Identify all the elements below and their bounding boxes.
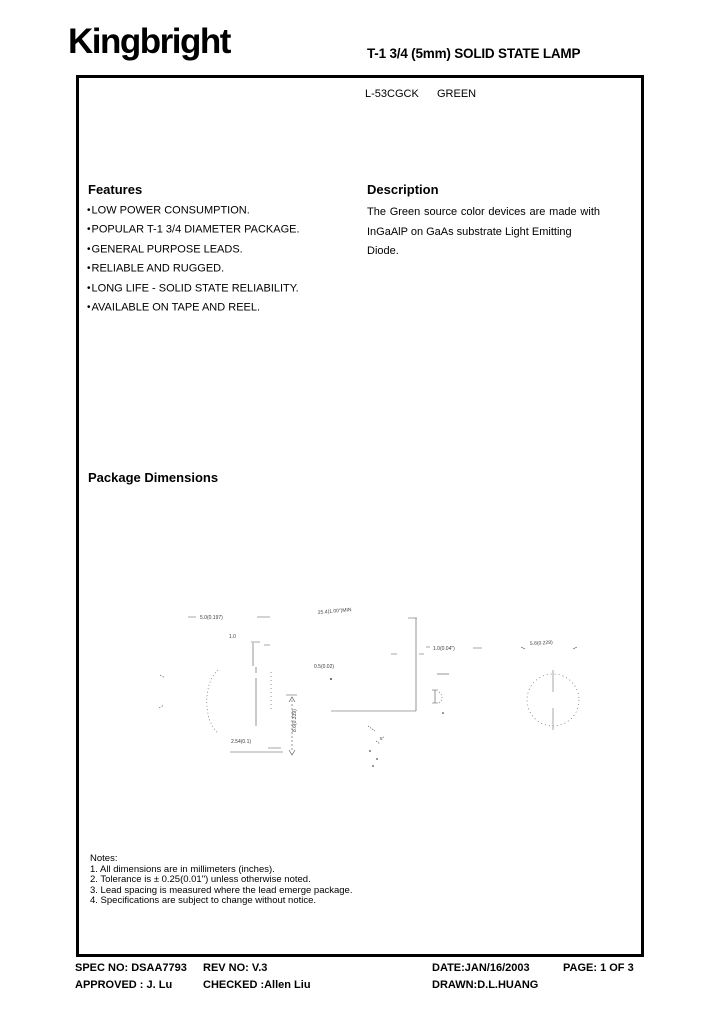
bullet-icon: •	[87, 243, 91, 255]
feature-item	[87, 201, 300, 220]
led-dimension-figure	[140, 580, 610, 815]
feature-text: POPULAR T-1 3/4 DIAMETER PACKAGE.	[91, 223, 300, 236]
dim-label-flange-thickness: 1.0	[229, 634, 236, 640]
footer-approved: APPROVED : J. Lu	[75, 979, 173, 991]
footer-date: DATE:JAN/16/2003	[432, 962, 530, 974]
note-item: 4. Specifications are subject to change without notice.	[90, 895, 317, 907]
led-lead-profile	[330, 618, 424, 767]
feature-text: GENERAL PURPOSE LEADS.	[91, 243, 243, 256]
document-title: T-1 3/4 (5mm) SOLID STATE LAMP	[367, 46, 581, 61]
note-item: 3. Lead spacing is measured where the lead emerge package.	[90, 884, 353, 896]
features-list	[87, 201, 300, 317]
footer-page: PAGE: 1 OF 3	[563, 962, 634, 974]
feature-item	[87, 240, 300, 259]
package-dimensions-drawing	[140, 580, 610, 820]
footer-rev-no: REV NO: V.3	[203, 962, 268, 974]
led-bottom-view	[521, 647, 579, 730]
note-item: 2. Tolerance is ± 0.25(0.01") unless otherwise noted.	[90, 874, 311, 886]
notes-heading: Notes:	[90, 853, 118, 864]
led-side-view	[159, 617, 297, 755]
bullet-icon: •	[87, 282, 91, 294]
notes-block	[90, 854, 352, 907]
features-heading: Features	[88, 182, 143, 197]
feature-item	[87, 259, 300, 278]
package-dimensions-heading: Package Dimensions	[88, 470, 219, 485]
dim-label-epoxy-height: 8.6(0.339)	[292, 709, 298, 732]
dim-label-lens-diameter: 5.0(0.197)	[200, 615, 223, 621]
lead-cross-section	[426, 647, 482, 714]
footer-spec-no: SPEC NO: DSAA7793	[75, 962, 187, 974]
description-heading: Description	[367, 182, 439, 197]
description-line: The Green source color devices are made with	[367, 206, 600, 218]
feature-text: LONG LIFE - SOLID STATE RELIABILITY.	[91, 282, 299, 295]
feature-text: AVAILABLE ON TAPE AND REEL.	[91, 301, 261, 314]
feature-text: RELIABLE AND RUGGED.	[91, 262, 225, 275]
feature-text: LOW POWER CONSUMPTION.	[91, 204, 250, 217]
description-text	[367, 203, 600, 262]
description-line: InGaAlP on GaAs substrate Light Emitting Diode.	[367, 225, 572, 257]
dim-label-flange-diameter: 5.8(0.228)	[529, 639, 553, 647]
dim-label-flange-height: 1.0(0.04")	[433, 646, 455, 652]
dim-label-lead-length: 25.4(1.00")MIN	[317, 607, 352, 616]
kingbright-logo: Kingbright	[68, 22, 230, 61]
part-color: GREEN	[437, 88, 477, 100]
bullet-icon: •	[87, 224, 91, 236]
dim-label-lead-spacing: 2.54(0.1)	[231, 739, 252, 745]
note-item: 1. All dimensions are in millimeters (inches).	[90, 863, 275, 875]
bullet-icon: •	[87, 301, 91, 313]
footer-drawn: DRAWN:D.L.HUANG	[432, 979, 539, 991]
footer-checked: CHECKED :Allen Liu	[203, 979, 311, 991]
feature-item	[87, 220, 300, 239]
bullet-icon: •	[87, 263, 91, 275]
feature-item	[87, 279, 300, 298]
dim-label-angle: 5°	[380, 736, 385, 741]
dim-label-lead-square: 0.5(0.02)	[314, 664, 335, 670]
bullet-icon: •	[87, 205, 91, 216]
feature-item	[87, 298, 300, 317]
part-number: L-53CGCK	[365, 88, 419, 100]
